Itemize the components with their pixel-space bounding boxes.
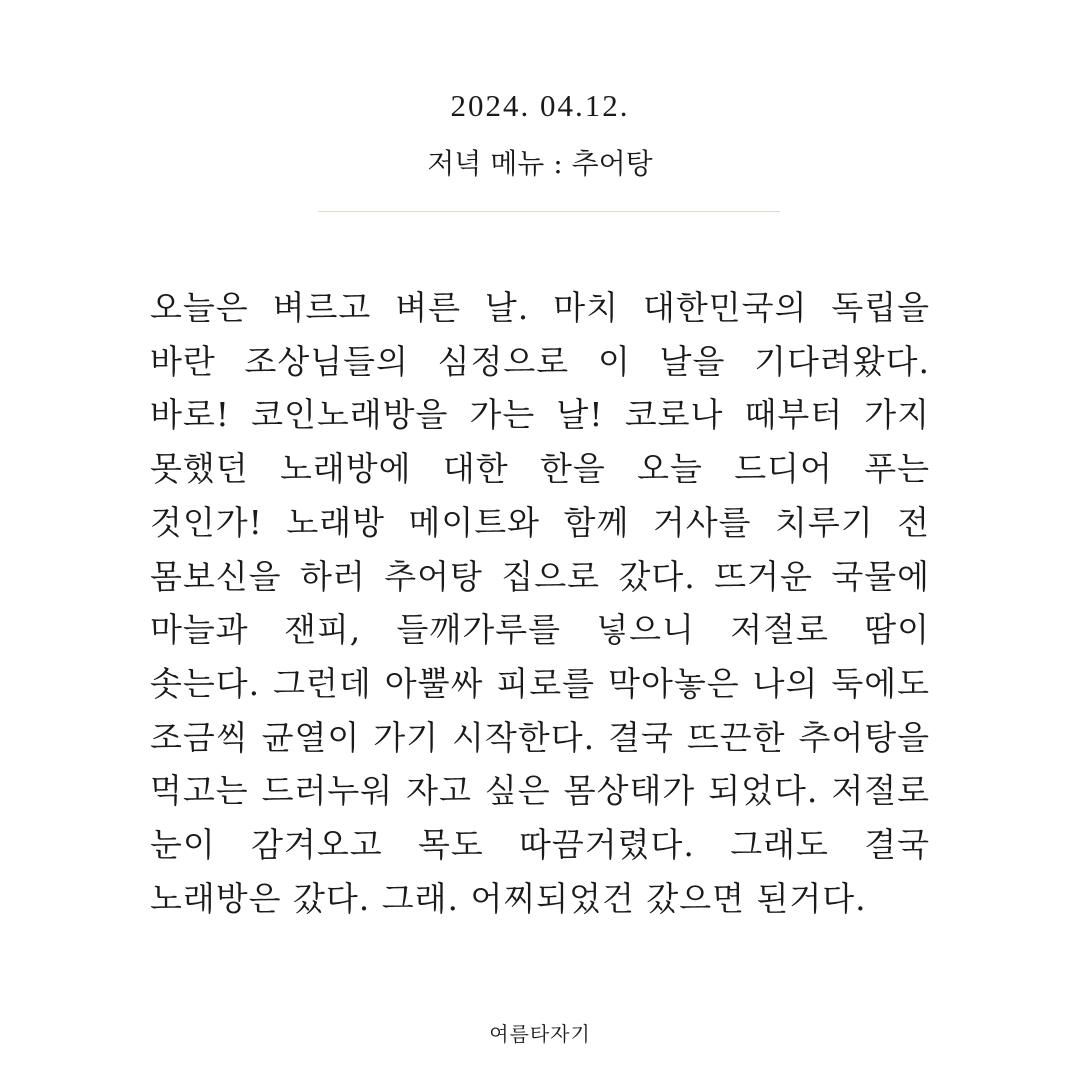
dinner-menu-title: 저녁 메뉴 : 추어탕 [427,147,653,180]
diary-body-text: 오늘은 벼르고 벼른 날. 마치 대한민국의 독립을 바란 조상님들의 심정으로 이 날을 기다려왔다. 바로! 코인노래방을 가는 날! 코로나 때부터 가지 못했던 노래방에 대한 한을 오늘 드디어 푸는 것인가! 노래방 메이트와 함께 거사를 치루기 전 몸보신을 하러 추어탕 집으로 갔다. 뜨거운 국물에 마늘과 잰피, 들깨가루를 넣으니 저절로 땀이 솟는다. 그런데 아뿔싸 피로를 막아놓은 나의 둑에도 조금씩 균열이 가기 시작한다. 결국 뜨끈한 추어탕을 먹고는 드러누워 자고 싶은 몸상태가 되었다. 저절로 눈이 감겨오고 목도 따끔거렸다. 그래도 결국 노래방은 갔다. 그래. 어찌되었건 갔으면 된거다. [150,288,930,918]
post-date: 2024. 04.12. [450,88,630,123]
header-divider [318,211,780,212]
author-signature: 여름타자기 [489,1022,591,1046]
